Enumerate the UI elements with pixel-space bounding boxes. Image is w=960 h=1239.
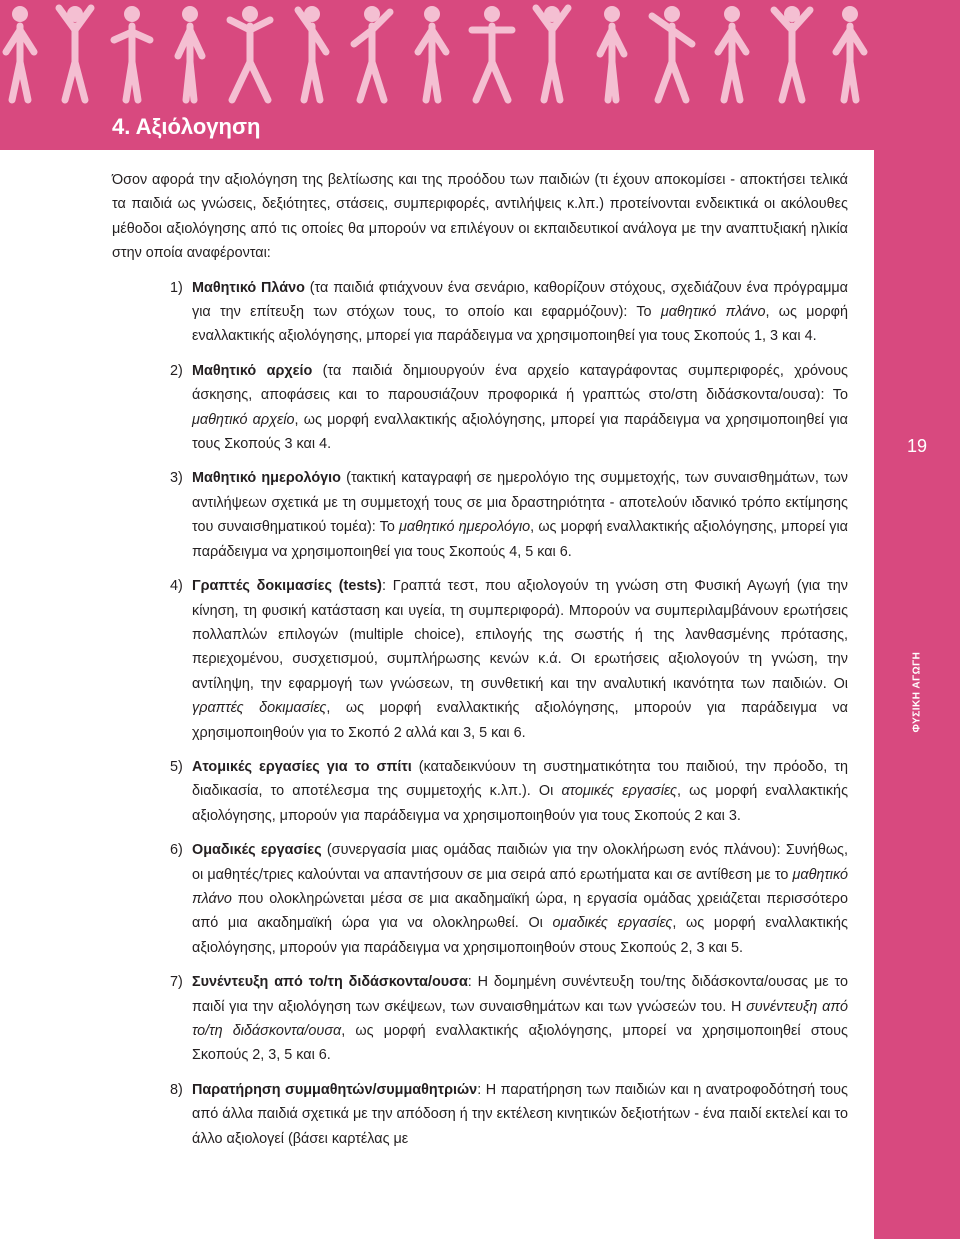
list-item [170, 359, 849, 457]
method-title: Παρατήρηση συμμαθητών/συμμαθητριών [192, 1081, 478, 1098]
item-number: 5) [170, 758, 183, 775]
method-italic-term: μαθητικό ημερολόγιο [399, 519, 531, 536]
list-item [170, 276, 848, 349]
method-description: : Γραπτά τεστ, που αξιολογούν τη γνώση στη Φυσική Αγωγή (για την κίνηση, τη φυσική κατάσταση και υγεία, τη συμπεριφορά). Μπορούν να συμπεριλαμβάνουν ερωτήσεις πολλαπλών επιλογών (multiple choice), επιλογής της σωστής ή της λανθασμένης πρότασης, περιεχομένου, συσχετισμού, συμπλήρωσης κενών κ.ά. Οι ερωτήσεις αξιολογούν τη γνώση, την αντίληψη, την εφαρμογή των γνώσεων, τη συνθετική και την αναλυτική ικανότητα των παιδιών. Οι [192, 578, 848, 692]
item-number: 6) [170, 842, 183, 859]
method-title: Μαθητικό αρχείο [192, 362, 313, 379]
page-number: 19 [906, 436, 928, 456]
subject-label: ΦΥΣΙΚΗ ΑΓΩΓΗ [911, 651, 923, 733]
item-number: 3) [170, 470, 183, 487]
list-item [170, 838, 848, 960]
method-italic-term: μαθητικό αρχείο [192, 411, 295, 428]
method-description-end: , ως μορφή εναλλακτικής αξιολόγησης, μπορούν για παράδειγμα να χρησιμοποιηθούν στους Σκοπούς 2, 3 και 5. [192, 915, 848, 956]
list-item [170, 1078, 848, 1151]
method-description-cont: , ως μορφή εναλλακτικής αξιολόγησης, μπορεί να χρησιμοποιηθεί στους Σκοπούς 2, 3, 5 και 6. [192, 1023, 848, 1064]
method-description-cont: , ως μορφή εναλλακτικής αξιολόγησης, μπορεί για παράδειγμα να χρησιμοποιηθεί για τους Σκοπούς 3 και 4. [192, 411, 849, 453]
method-description-cont: , ως μορφή εναλλακτικής αξιολόγησης, μπορούν για παράδειγμα να χρησιμοποιηθούν για το Σκοπό 2 αλλά και 3, 5 και 6. [192, 700, 848, 741]
list-item [170, 574, 848, 745]
item-number: 1) [170, 279, 183, 296]
method-title: Μαθητικό ημερολόγιο [192, 470, 341, 487]
method-description: (τακτική καταγραφή σε ημερολόγιο της συμμετοχής, των συναισθημάτων, των αντιλήψεων σχετικά με τη συμμετοχή τους σε μια δραστηριότητα - αποτελούν ιδανικό τρόπο εκτίμησης του συναισθηματικού τομέα): Το [192, 470, 849, 536]
method-description: : Η παρατήρηση των παιδιών και η ανατροφοδότησή τους από άλλα παιδιά σχετικά με την απόδοση ή την εκτέλεση κινητικών δεξιοτήτων - ένα παιδί εκτελεί και το άλλο αξιολογεί (βάσει καρτέλας με [192, 1081, 848, 1147]
method-description-cont: , ως μορφή εναλλακτικής αξιολόγησης, μπορούν για παράδειγμα να χρησιμοποιηθούν για τους Σκοπούς 2 και 3. [192, 783, 848, 824]
list-item [170, 970, 848, 1068]
method-italic-term: συνέντευξη από το/τη διδάσκοντα/ουσα [192, 998, 848, 1039]
method-description: (τα παιδιά φτιάχνουν ένα σενάριο, καθορίζουν στόχους, σχεδιάζουν ένα πρόγραμμα για την επίτευξη των στόχων τους, το οποίο και εφαρμόζουν): Το [192, 279, 848, 321]
method-description-cont: που ολοκληρώνεται μέσα σε μια ακαδημαϊκή ώρα, η εργασία ομάδας χρειάζεται περισσότερο από μια ακαδημαϊκή ώρα για να ολοκληρωθεί. Οι [192, 890, 848, 932]
item-number: 8) [170, 1081, 183, 1098]
chapter-title: 4. Αξιόλογηση [112, 114, 261, 139]
method-title: Ομαδικές εργασίες [192, 842, 322, 859]
main-content [112, 168, 848, 1151]
item-number: 4) [170, 578, 183, 595]
method-description: (καταδεικνύουν τη συστηματικότητα του παιδιού, την πρόοδο, τη διαδικασία, το αποτέλεσμα της συμμετοχής κ.λπ.). Οι [192, 758, 848, 800]
list-item [170, 755, 848, 828]
method-italic-term: ατομικές εργασίες [561, 783, 677, 800]
exercising-figures-decoration [0, 0, 874, 110]
method-description: (συνεργασία μιας ομάδας παιδιών για την ολοκλήρωση ενός πλάνου): Συνήθως, οι μαθητές/τριες καλούνται να απαντήσουν σε μια σειρά από ερωτήματα και σε αντίθεση με το [192, 842, 848, 883]
method-description-cont: , ως μορφή εναλλακτικής αξιολόγησης, μπορεί για παράδειγμα να χρησιμοποιηθεί για τους Σκοπούς 4, 5 και 6. [192, 519, 849, 560]
method-italic-term: γραπτές δοκιμασίες [192, 700, 327, 717]
method-description: (τα παιδιά δημιουργούν ένα αρχείο καταγράφοντας συμπεριφορές, χρόνους άσκησης, αποφάσεις και το παρουσιάζουν προφορικά ή γραπτώς στο/στη διδάσκοντα/ουσα): Το [192, 362, 848, 404]
method-italic-term-2: ομαδικές εργασίες [552, 915, 673, 932]
chapter-banner [0, 0, 874, 150]
item-number: 2) [170, 362, 183, 379]
side-strip [874, 0, 960, 1239]
method-title: Μαθητικό Πλάνο [192, 279, 305, 296]
method-title: Γραπτές δοκιμασίες (tests) [192, 578, 382, 595]
intro-paragraph: Όσον αφορά την αξιολόγηση της βελτίωσης και της προόδου των παιδιών (τι έχουν αποκομίσει - αποκτήσει τελικά τα παιδιά ως γνώσεις, δεξιότητες, στάσεις, συμπεριφορές, αντιλήψεις κ.λπ.) προτείνονται ενδεικτικά οι ακόλουθες μέθοδοι αξιολόγησης από τις οποίες θα μπορούν να επιλέγουν οι εκπαιδευτικοί ανάλογα με την αναπτυξιακή ηλικία στην οποία αναφέρονται: [112, 172, 848, 262]
method-description-cont: , ως μορφή εναλλακτικής αξιολόγησης, μπορεί για παράδειγμα να χρησιμοποιηθεί για τους Σκοπούς 1, 3 και 4. [192, 304, 848, 345]
method-italic-term: μαθητικό πλάνο [192, 866, 848, 907]
method-title: Συνέντευξη από το/τη διδάσκοντα/ουσα [192, 974, 468, 991]
method-description: : Η δομημένη συνέντευξη του/της διδάσκοντα/ουσας με το παιδί για την αξιολόγηση των σκέψεων, των συναισθημάτων και των γνώσεών του. Η [192, 974, 848, 1015]
list-item [170, 466, 849, 564]
assessment-methods-list [112, 276, 848, 1151]
method-italic-term: μαθητικό πλάνο [660, 304, 766, 321]
item-number: 7) [170, 974, 183, 991]
method-title: Ατομικές εργασίες για το σπίτι [192, 758, 412, 775]
